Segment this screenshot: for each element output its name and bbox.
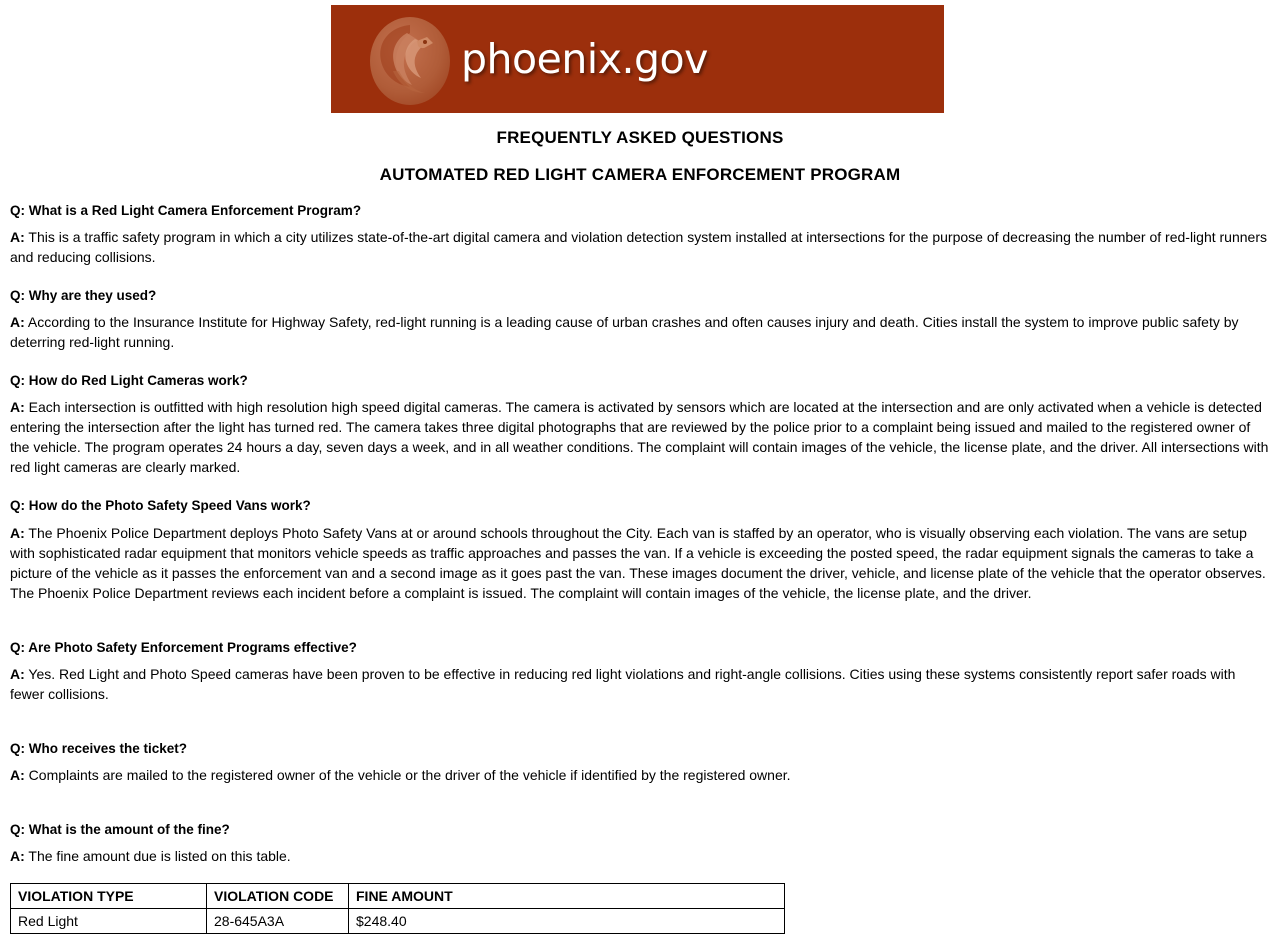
- answer-lead: A:: [10, 399, 25, 415]
- faq-answer: [10, 765, 1272, 785]
- faq-question: Q: How do Red Light Cameras work?: [10, 372, 1272, 390]
- page-subtitle: AUTOMATED RED LIGHT CAMERA ENFORCEMENT PROGRAM: [0, 164, 1280, 185]
- phoenix-gov-banner: [331, 5, 944, 113]
- faq-answer: [10, 397, 1272, 477]
- page-title: FREQUENTLY ASKED QUESTIONS: [0, 127, 1280, 148]
- faq-item-3: [10, 372, 1272, 477]
- faq-question: Q: What is a Red Light Camera Enforcement Program?: [10, 202, 1272, 220]
- faq-answer: [10, 312, 1272, 352]
- answer-text: This is a traffic safety program in which a city utilizes state-of-the-art digital camera and violation detection system installed at intersections for the purpose of decreasing the number of red-light runners and reducing collisions.: [10, 229, 1267, 265]
- cell-fine-amount: $248.40: [349, 909, 785, 934]
- answer-lead: A:: [10, 525, 25, 541]
- answer-text: The Phoenix Police Department deploys Photo Safety Vans at or around schools throughout the City. Each van is staffed by an operator, who is visually observing each violation. The vans are setup with sophisticated radar equipment that monitors vehicle speeds as traffic approaches and passes the van. If a vehicle is exceeding the posted speed, the radar equipment signals the cameras to take a picture of the vehicle as it passes the enforcement van and a second image as it goes past the van. These images document the driver, vehicle, and license plate of the vehicle that the operator observes. The Phoenix Police Department reviews each incident before a complaint is issued. The complaint will contain images of the vehicle, the license plate, and the driver.: [10, 525, 1266, 601]
- faq-item-6: [10, 740, 1272, 785]
- faq-answer: [10, 846, 1272, 866]
- page-banner-area: [0, 0, 1280, 113]
- phoenix-gov-wordmark: phoenix.gov: [461, 25, 708, 93]
- answer-text: According to the Insurance Institute for Highway Safety, red-light running is a leading cause of urban crashes and often causes injury and death. Cities install the system to improve public safety by deterring red-light running.: [10, 314, 1239, 350]
- fine-amount-table: [10, 883, 785, 934]
- answer-text: Each intersection is outfitted with high resolution high speed digital cameras. The camera is activated by sensors which are located at the intersection and are only activated when a vehicle is detected entering the intersection after the light has turned red. The camera takes three digital photographs that are reviewed by the police prior to a complaint being issued and mailed to the registered owner of the vehicle. The program operates 24 hours a day, seven days a week, and in all weather conditions. The complaint will contain images of the vehicle, the license plate, and the driver. All intersections with red light cameras are clearly marked.: [10, 399, 1268, 475]
- faq-item-4: [10, 497, 1272, 602]
- answer-lead: A:: [10, 666, 25, 682]
- answer-text: Complaints are mailed to the registered owner of the vehicle or the driver of the vehicle if identified by the registered owner.: [25, 767, 791, 783]
- cell-violation-type: Red Light: [11, 909, 207, 934]
- faq-question: Q: Why are they used?: [10, 287, 1272, 305]
- faq-list: [0, 202, 1280, 934]
- column-header-violation-code: VIOLATION CODE: [207, 884, 349, 909]
- faq-answer: [10, 664, 1272, 704]
- faq-question: Q: Are Photo Safety Enforcement Programs effective?: [10, 639, 1272, 657]
- faq-item-5: [10, 639, 1272, 704]
- faq-answer: [10, 523, 1272, 603]
- page-title-block: [0, 127, 1280, 186]
- answer-lead: A:: [10, 229, 25, 245]
- answer-text: The fine amount due is listed on this table.: [25, 848, 291, 864]
- faq-question: Q: How do the Photo Safety Speed Vans work?: [10, 497, 1272, 515]
- faq-item-7: [10, 821, 1272, 866]
- faq-question: Q: Who receives the ticket?: [10, 740, 1272, 758]
- table-header-row: [11, 884, 785, 909]
- faq-answer: [10, 227, 1272, 267]
- faq-question: Q: What is the amount of the fine?: [10, 821, 1272, 839]
- answer-lead: A:: [10, 767, 25, 783]
- phoenix-bird-logo-icon: [363, 13, 457, 107]
- answer-lead: A:: [10, 314, 25, 330]
- cell-violation-code: 28-645A3A: [207, 909, 349, 934]
- table-row: [11, 909, 785, 934]
- answer-text: Yes. Red Light and Photo Speed cameras have been proven to be effective in reducing red light violations and right-angle collisions. Cities using these systems consistently report safer roads with fewer collisions.: [10, 666, 1235, 702]
- column-header-violation-type: VIOLATION TYPE: [11, 884, 207, 909]
- answer-lead: A:: [10, 848, 25, 864]
- faq-item-2: [10, 287, 1272, 352]
- faq-item-1: [10, 202, 1272, 267]
- column-header-fine-amount: FINE AMOUNT: [349, 884, 785, 909]
